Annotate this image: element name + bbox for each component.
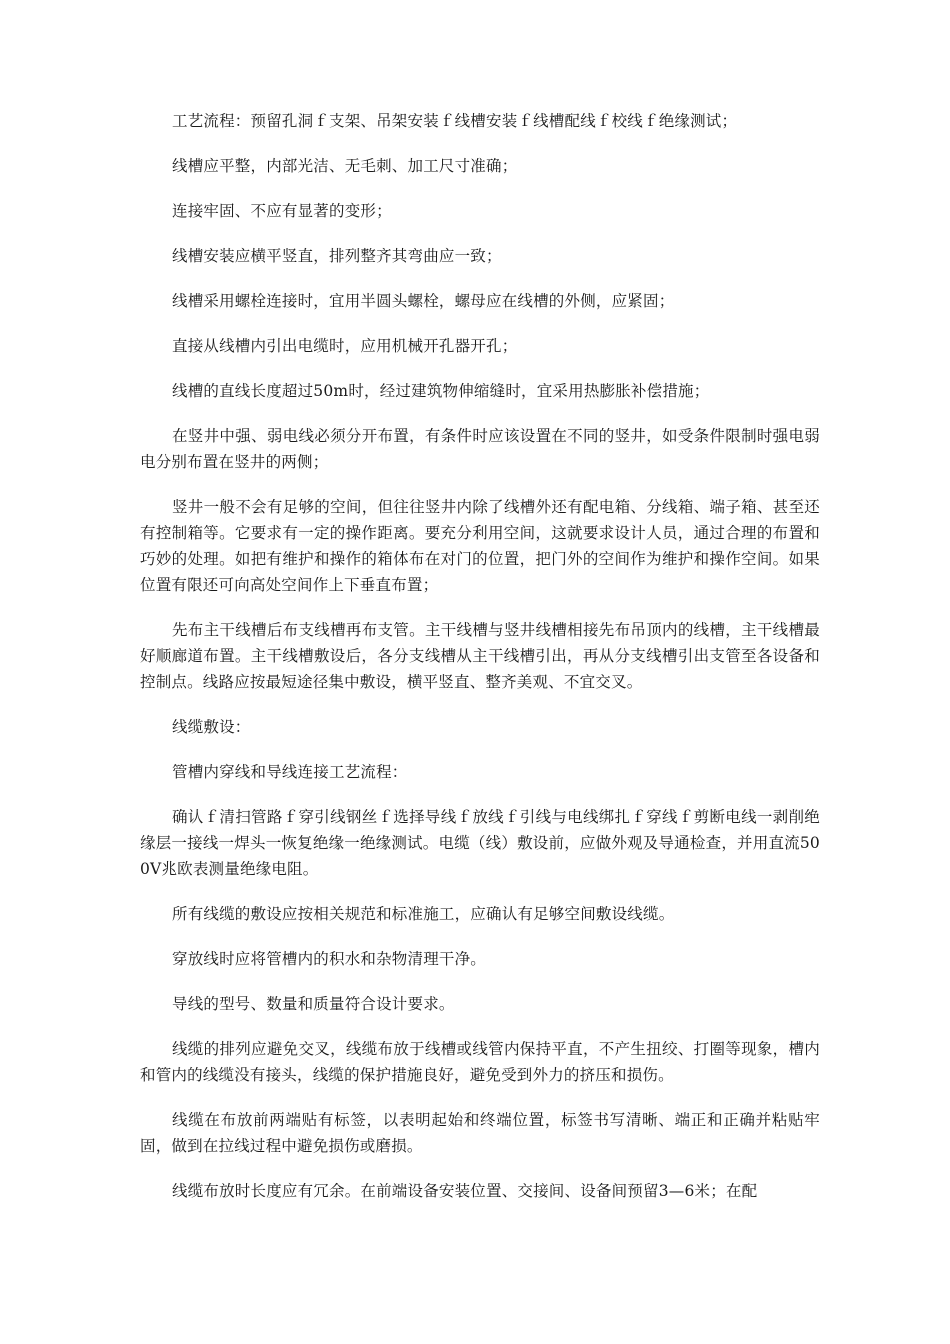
- paragraph-cable-slack: 线缆布放时长度应有冗余。在前端设备安装位置、交接间、设备间预留3—6米；在配: [172, 1182, 758, 1200]
- paragraph-installation-level: 线槽安装应横平竖直，排列整齐其弯曲应一致；: [172, 247, 502, 265]
- paragraph-threading-steps: 确认ｆ清扫管路ｆ穿引线钢丝ｆ选择导线ｆ放线ｆ引线与电线绑扎ｆ穿线ｆ剪断电线一剥削绝缘层一接线一焊头一恢复绝缘一绝缘测试。电缆（线）敷设前，应做外观及导通检查，并用直流500V兆欧表测量绝缘电阻。: [140, 808, 820, 878]
- paragraph-cable-arrangement: 线缆的排列应避免交叉，线缆布放于线槽或线管内保持平直，不产生扭绞、打圈等现象，槽内和管内的线缆没有接头，线缆的保护措施良好，避免受到外力的挤压和损伤。: [140, 1040, 820, 1084]
- paragraph-main-trunking: 先布主干线槽后布支线槽再布支管。主干线槽与竖井线槽相接先布吊顶内的线槽，主干线槽最好顺廊道布置。主干线槽敷设后，各分支线槽从主干线槽引出，再从分支线槽引出支管至各设备和控制点。线路应按最短途径集中敷设，横平竖直、整齐美观、不宜交叉。: [140, 621, 820, 691]
- paragraph-threading-flow-heading: 管槽内穿线和导线连接工艺流程：: [172, 763, 408, 781]
- paragraph-standards: 所有线缆的敷设应按相关规范和标准施工，应确认有足够空间敷设线缆。: [172, 905, 675, 923]
- paragraph-wire-spec: 导线的型号、数量和质量符合设计要求。: [172, 995, 455, 1013]
- paragraph-cable-laying-heading: 线缆敷设：: [172, 718, 251, 736]
- paragraph-shaft-space: 竖井一般不会有足够的空间，但往往竖井内除了线槽外还有配电箱、分线箱、端子箱、甚至还有控制箱等。它要求有一定的操作距离。要充分利用空间，这就要求设计人员，通过合理的布置和巧妙的处理。如把有维护和操作的箱体布在对门的位置，把门外的空间作为维护和操作空间。如果位置有限还可向高处空间作上下垂直布置；: [140, 498, 820, 594]
- paragraph-bolt-connection: 线槽采用螺栓连接时，宜用半圆头螺栓，螺母应在线槽的外侧，应紧固；: [172, 292, 675, 310]
- paragraph-connection-firm: 连接牢固、不应有显著的变形；: [172, 202, 392, 220]
- paragraph-process-flow: 工艺流程：预留孔洞ｆ支架、吊架安装ｆ线槽安装ｆ线槽配线ｆ校线ｆ绝缘测试；: [172, 112, 738, 130]
- paragraph-shaft-separation: 在竖井中强、弱电线必须分开布置，有条件时应该设置在不同的竖井，如受条件限制时强电弱电分别布置在竖井的两侧；: [140, 427, 820, 471]
- paragraph-clean-duct: 穿放线时应将管槽内的积水和杂物清理干净。: [172, 950, 487, 968]
- document-body: [140, 108, 820, 1223]
- paragraph-cable-labels: 线缆在布放前两端贴有标签，以表明起始和终端位置，标签书写清晰、端正和正确并粘贴牢固，做到在拉线过程中避免损伤或磨损。: [140, 1111, 820, 1155]
- paragraph-expansion-compensation: 线槽的直线长度超过50m时，经过建筑物伸缩缝时，宜采用热膨胀补偿措施；: [172, 382, 710, 400]
- paragraph-trunking-flat: 线槽应平整，内部光洁、无毛刺、加工尺寸准确；: [172, 157, 518, 175]
- paragraph-cable-exit: 直接从线槽内引出电缆时，应用机械开孔器开孔；: [172, 337, 518, 355]
